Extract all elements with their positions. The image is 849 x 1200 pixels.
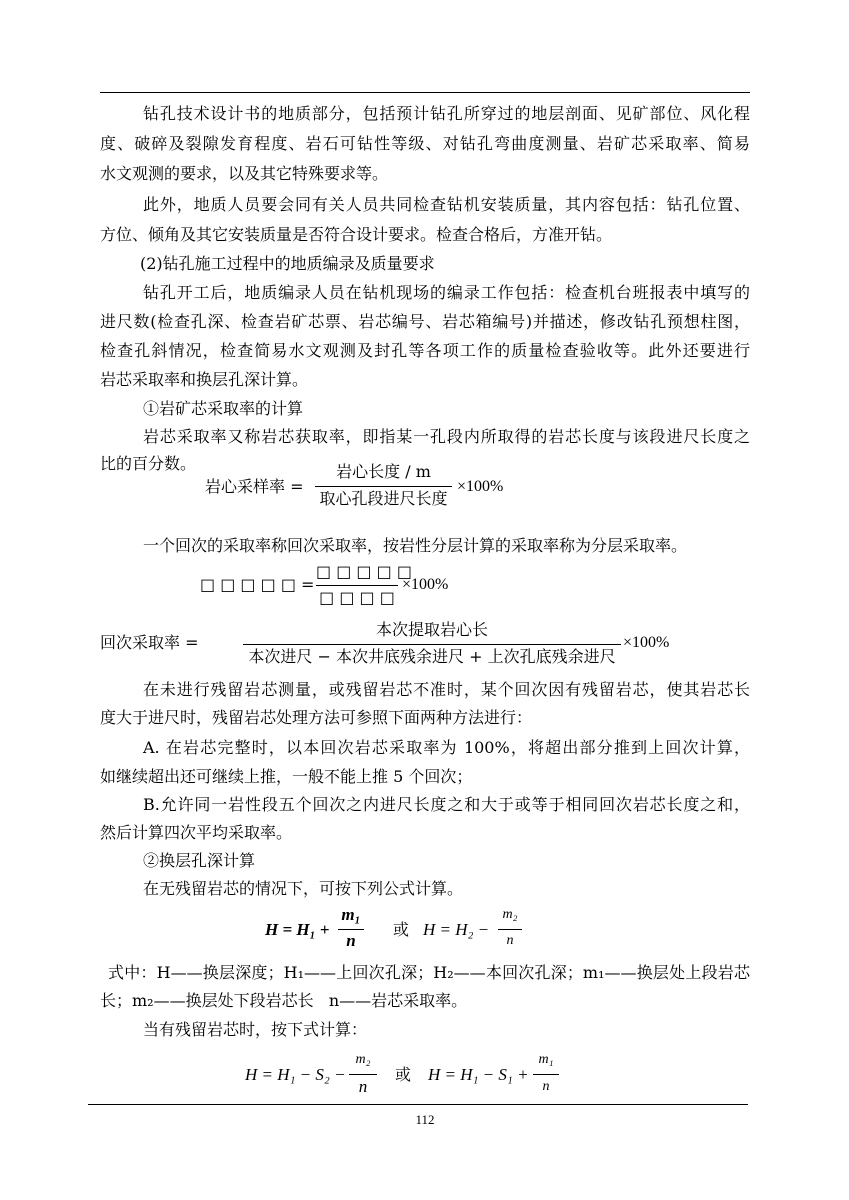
- body-text-line: 岩芯采取率又称岩芯获取率，即指某一孔段内所取得的岩芯长度与该段进尺长度之: [143, 427, 750, 446]
- fraction-bar: [533, 1074, 559, 1075]
- body-text-line: 水文观测的要求，以及其它特殊要求等。: [100, 164, 389, 183]
- body-text-line: 钻孔开工后，地质编录人员在钻机现场的编录工作包括：检查机台班报表中填写的: [143, 283, 750, 302]
- formula-numerator: □ □ □ □ □: [316, 562, 412, 581]
- formula-legend: 式中：H——换层深度；H₁——上回次孔深；H₂——本回次孔深；m₁——换层处上段岩芯: [108, 963, 750, 982]
- body-text-line: 此外，地质人员要会同有关人员共同检查钻机安装质量，其内容包括：钻孔位置、: [143, 195, 750, 214]
- list-item-a: A. 在岩芯完整时，以本回次岩芯采取率为 100%，将超出部分推到上回次计算，: [143, 738, 750, 757]
- header-rule: [100, 92, 750, 93]
- formula-core-sampling-rate: [205, 460, 515, 512]
- subsection-heading: ①岩矿芯采取率的计算: [143, 399, 304, 418]
- formula-depth-residual: [245, 1050, 565, 1102]
- list-item-b: 然后计算四次平均采取率。: [100, 823, 293, 842]
- fraction-bar: [498, 929, 522, 930]
- body-text-line: 比的百分数。: [100, 454, 197, 473]
- fraction-bar: [316, 585, 398, 586]
- formula-denominator: n: [506, 933, 514, 948]
- body-text-line: 一个回次的采取率称回次采取率，按岩性分层计算的采取率称为分层采取率。: [143, 536, 688, 555]
- body-text-line: 检查孔斜情况，检查简易水文观测及封孔等各项工作的质量检查验收等。此外还要进行: [100, 341, 750, 360]
- body-text-line: 度大于进尺时，残留岩芯处理方法可参照下面两种方法进行：: [100, 708, 533, 727]
- formula-depth-no-residual: [265, 905, 525, 955]
- formula-numerator: m₂: [355, 1052, 371, 1067]
- body-text-line: 在未进行残留岩芯测量，或残留岩芯不准时，某个回次因有残留岩芯，使其岩芯长: [143, 680, 750, 699]
- formula-run-recovery: [100, 620, 680, 670]
- page-number: 112: [415, 1112, 435, 1127]
- fraction-bar: [243, 644, 621, 645]
- formula-connector: 或: [393, 920, 410, 939]
- body-text-line: 方位、倾角及其它安装质量是否符合设计要求。检查合格后，方准开钻。: [100, 225, 613, 244]
- body-text-line: 在无残留岩芯的情况下，可按下列公式计算。: [143, 879, 464, 898]
- formula-numerator: m₁: [341, 905, 361, 924]
- body-text-line: 钻孔技术设计书的地质部分，包括预计钻孔所穿过的地层剖面、见矿部位、风化程: [143, 104, 750, 123]
- fraction-bar: [315, 486, 452, 487]
- formula-left: H = H₁ +: [265, 920, 330, 939]
- formula-lhs: 回次采取率 =: [100, 633, 199, 652]
- section-heading: (2)钻孔施工过程中的地质编录及质量要求: [140, 254, 435, 273]
- formula-denominator: n: [542, 1079, 550, 1094]
- subsection-heading: ②换层孔深计算: [143, 851, 256, 870]
- formula-right: H = H₁ − S₁ +: [428, 1065, 529, 1084]
- body-text-line: 度、破碎及裂隙发育程度、岩石可钻性等级、对钻孔弯曲度测量、岩矿芯采取率、简易: [100, 134, 750, 153]
- formula-multiplier: ×100%: [402, 576, 449, 593]
- footer-rule: [88, 1104, 748, 1105]
- formula-connector: 或: [395, 1065, 412, 1084]
- formula-denominator: 本次进尺 − 本次井底残余进尺 + 上次孔底残余进尺: [248, 647, 616, 666]
- formula-numerator: 本次提取岩心长: [375, 620, 488, 639]
- formula-denominator: n: [358, 1077, 368, 1096]
- formula-multiplier: ×100%: [457, 478, 504, 495]
- formula-right: H = H₂ −: [423, 920, 490, 939]
- formula-legend: 长；m₂——换层处下段岩芯长 n——岩芯采取率。: [100, 991, 468, 1010]
- formula-numerator: 岩心长度 / m: [336, 462, 431, 481]
- formula-denominator: 取心孔段进尺长度: [319, 489, 448, 508]
- formula-layer-recovery: [200, 560, 460, 610]
- formula-denominator: n: [346, 931, 356, 950]
- list-item-b: B.允许同一岩性段五个回次之内进尺长度之和大于或等于相同回次岩芯长度之和，: [143, 795, 750, 814]
- formula-lhs: 岩心采样率 =: [205, 477, 304, 496]
- formula-numerator: m₂: [502, 907, 518, 922]
- body-text-line: 当有残留岩芯时，按下式计算：: [143, 1020, 368, 1039]
- formula-multiplier: ×100%: [623, 634, 670, 651]
- body-text-line: 岩芯采取率和换层孔深计算。: [100, 370, 309, 389]
- formula-lhs: □ □ □ □ □ =: [200, 575, 315, 594]
- formula-left: H = H₁ − S₂ −: [245, 1065, 346, 1084]
- body-text-line: 进尺数(检查孔深、检查岩矿芯票、岩芯编号、岩芯箱编号)并描述，修改钻孔预想柱图，: [100, 312, 750, 331]
- formula-denominator: □ □ □ □: [319, 588, 395, 607]
- list-item-a: 如继续超出还可继续上推，一般不能上推 5 个回次；: [100, 767, 473, 786]
- fraction-bar: [349, 1074, 377, 1075]
- fraction-bar: [338, 929, 364, 930]
- formula-numerator: m₁: [538, 1052, 554, 1067]
